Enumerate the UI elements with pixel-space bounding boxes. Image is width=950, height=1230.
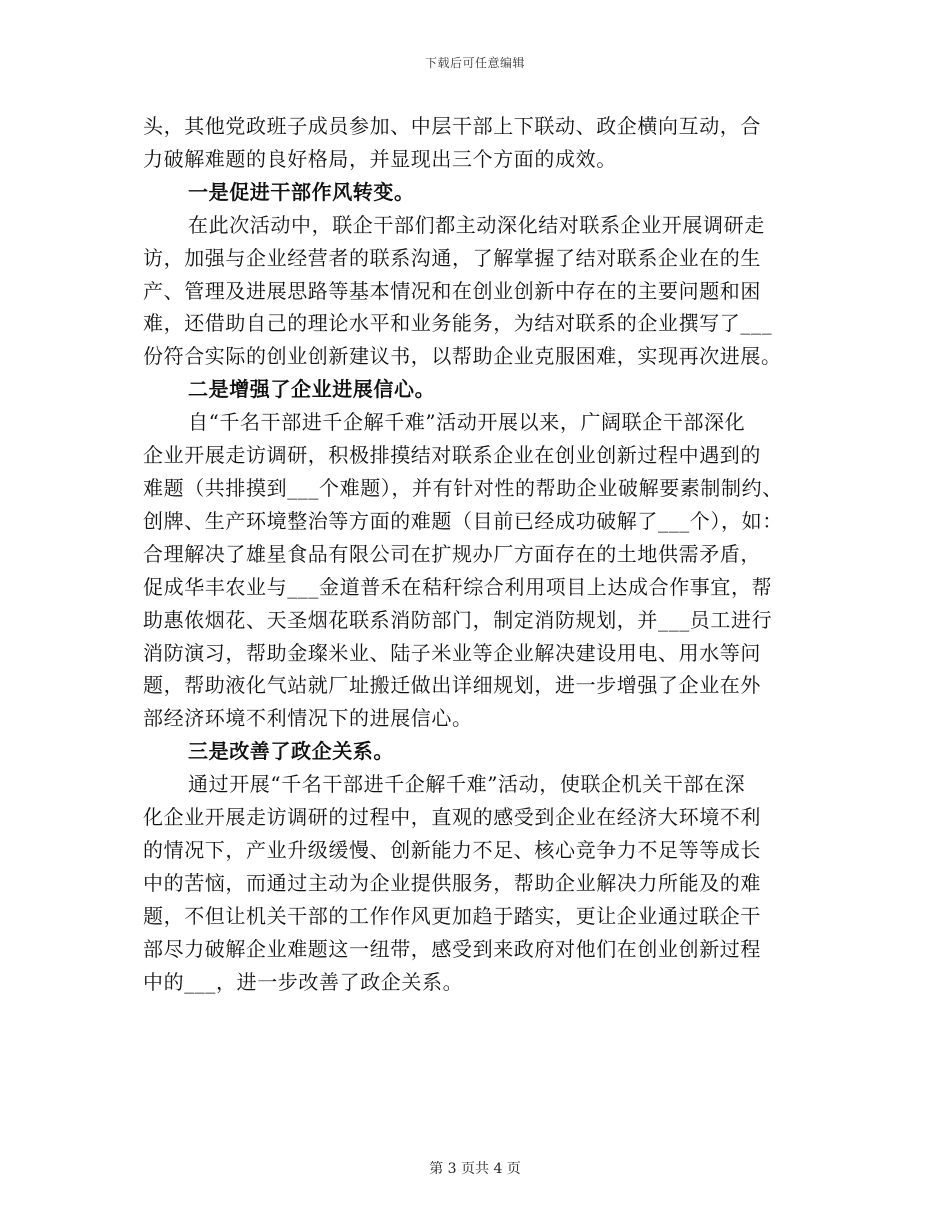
text-line: 产、管理及进展思路等基本情况和在创业创新中存在的主要问题和困 — [143, 278, 761, 303]
text-line: 中的苦恼，而通过主动为企业提供服务，帮助企业解决力所能及的难 — [143, 870, 761, 895]
page-header: 下载后可任意编辑 — [424, 56, 525, 70]
text-line: 头，其他党政班子成员参加、中层干部上下联动、政企横向互动，合 — [143, 114, 761, 138]
text-line: 通过开展“千名干部进千企解千难”活动，使联企机关干部在深 — [188, 772, 746, 797]
section-heading: 二是增强了企业进展信心。 — [188, 377, 436, 402]
text-line: 合理解决了雄星食品有限公司在扩规办厂方面存在的土地供需矛盾， — [143, 541, 761, 566]
text-line: 企业开展走访调研，积极排摸结对联系企业在创业创新过程中遇到的 — [143, 443, 761, 468]
document-body — [143, 110, 811, 998]
text-line: 难，还借助自己的理论水平和业务能务，为结对联系的企业撰写了___ — [143, 311, 773, 336]
text-line: 中的___，进一步改善了政企关系。 — [143, 969, 464, 994]
text-line: 访，加强与企业经营者的联系沟通，了解掌握了结对联系企业在的生 — [143, 245, 761, 270]
text-line: 题，帮助液化气站就厂址搬迁做出详细规划，进一步增强了企业在外 — [143, 673, 761, 698]
text-line: 的情况下，产业升级缓慢、创新能力不足、核心竞争力不足等等成长 — [143, 837, 761, 862]
text-line: 化企业开展走访调研的过程中，直观的感受到企业在经济大环境不利 — [143, 805, 761, 830]
text-line: 自“千名干部进千企解千难”活动开展以来，广阔联企干部深化 — [188, 410, 746, 435]
section-heading: 一是促进干部作风转变。 — [188, 179, 415, 204]
text-line: 在此次活动中，联企干部们都主动深化结对联系企业开展调研走 — [188, 212, 765, 237]
page-footer: 第 3 页共 4 页 — [429, 1161, 521, 1177]
text-line: 促成华丰农业与___金道普禾在秸秆综合利用项目上达成合作事宜，帮 — [143, 574, 773, 599]
text-line: 力破解难题的良好格局，并显现出三个方面的成效。 — [143, 146, 617, 171]
text-line: 难题（共排摸到___个难题），并有针对性的帮助企业破解要素制制约、 — [143, 475, 783, 500]
section-heading: 三是改善了政企关系。 — [188, 739, 394, 764]
text-line: 助惠侬烟花、天圣烟花联系消防部门，制定消防规划，并___员工进行 — [143, 607, 773, 632]
text-line: 部经济环境不利情况下的进展信心。 — [143, 706, 473, 731]
text-line: 创牌、生产环境整治等方面的难题（目前已经成功破解了___个），如： — [143, 508, 783, 533]
text-line: 部尽力破解企业难题这一纽带，感受到来政府对他们在创业创新过程 — [143, 936, 761, 961]
text-line: 份符合实际的创业创新建议书，以帮助企业克服困难，实现再次进展。 — [143, 344, 782, 369]
text-line: 消防演习，帮助金璨米业、陆子米业等企业解决建设用电、用水等问 — [143, 640, 761, 665]
text-line: 题，不但让机关干部的工作作风更加趋于踏实，更让企业通过联企干 — [143, 903, 761, 928]
